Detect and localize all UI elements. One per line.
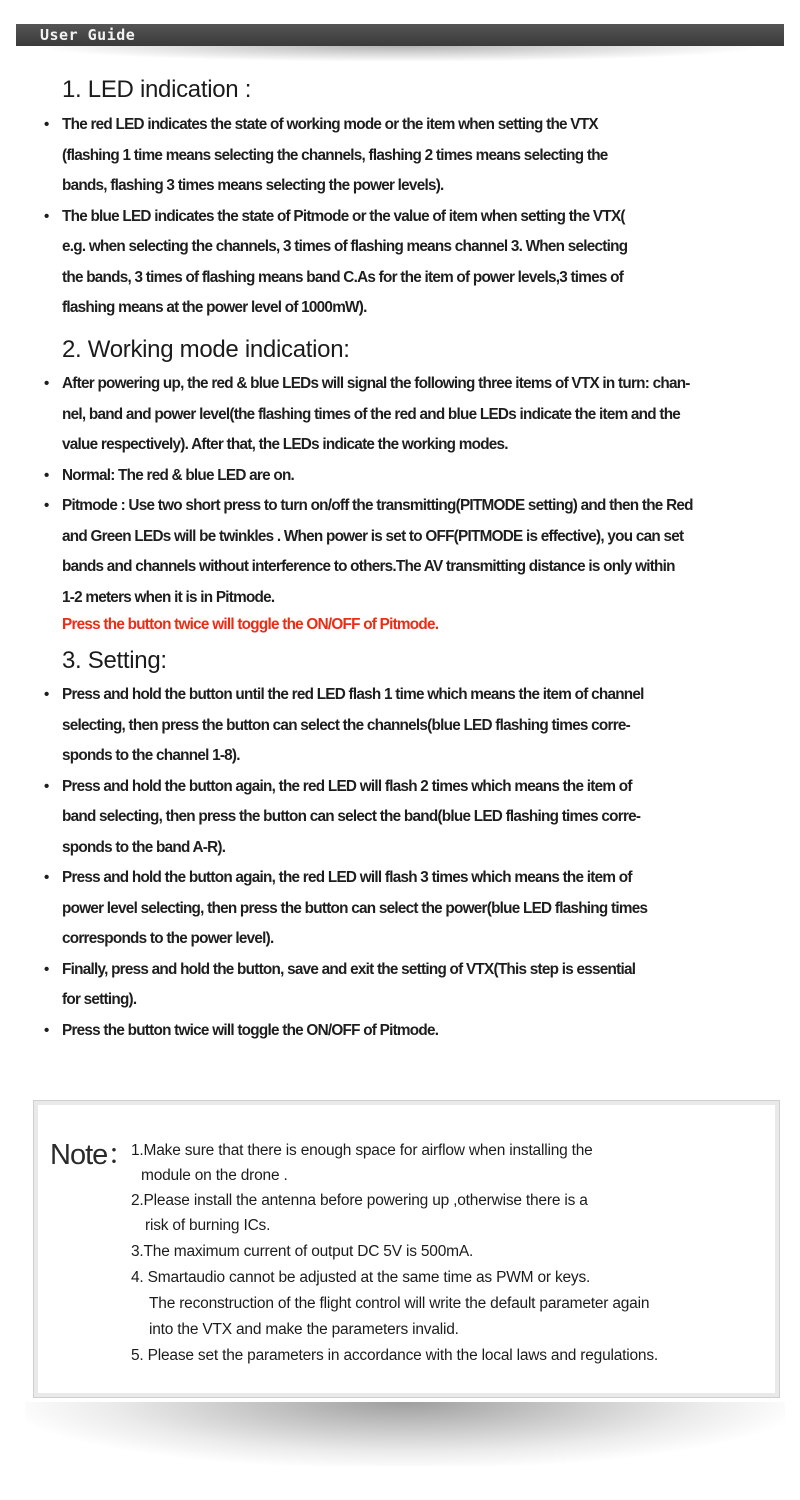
led-bullet-item: • The red LED indicates the state of working mode or the item when setting the VTX (flashing 1 time means selecting the channels, flashing 2 times means selecting the bands, flashing 3 times means selecting the power levels). — [44, 110, 784, 202]
working-bullet-item: • After powering up, the red & blue LEDs will signal the following three items of VTX in turn: chan- nel, band and power level(the flashing times of the red and blue LEDs indicate the item and the value respectively). After that, the LEDs indicate the working modes. — [44, 369, 784, 461]
working-bullet-item: • Pitmode : Use two short press to turn on/off the transmitting(PITMODE setting) and then the Red and Green LEDs will be twinkles . When power is set to OFF(PITMODE is effective), you can set bands and channels without interference to others.The AV transmitting distance is only within 1-2 meters when it is in Pitmode. — [44, 491, 784, 613]
setting-bullet-item: • Press and hold the button until the red LED flash 1 time which means the item of channel selecting, then press the button can select the channels(blue LED flashing times corre- sponds to the channel 1-8). — [44, 680, 784, 772]
bullet-dot: • — [44, 375, 49, 392]
working-bullet-item: • Normal: The red & blue LED are on. — [44, 461, 784, 492]
led-bullet-item: • The blue LED indicates the state of Pitmode or the value of item when setting the VTX( e.g. when selecting the channels, 3 times of flashing means channel 3. When selecting the bands, 3 times of flashing means band C.As for the item of power levels,3 times of flashing means at the power level of 1000mW). — [44, 202, 784, 324]
header-bar — [16, 24, 784, 46]
header-title: User Guide — [40, 26, 136, 44]
setting-bullet-item: • Finally, press and hold the button, save and exit the setting of VTX(This step is essential for setting). — [44, 955, 784, 1016]
bullet-dot: • — [44, 869, 49, 886]
bullet-dot: • — [44, 207, 49, 225]
bullet-dot: • — [44, 497, 49, 514]
setting-bullet-item: • Press and hold the button again, the red LED will flash 3 times which means the item of power level selecting, then press the button can select the power(blue LED flashing times corresponds to the power level). — [44, 863, 784, 955]
bullet-dot: • — [44, 466, 49, 484]
note-line: 3.The maximum current of output DC 5V is 500mA. — [131, 1243, 474, 1260]
note-line: The reconstruction of the flight control will write the default parameter again — [149, 1295, 650, 1312]
note-line: 4. Smartaudio cannot be adjusted at the same time as PWM or keys. — [131, 1269, 591, 1286]
bullet-dot: • — [44, 960, 49, 978]
bullet-dot: • — [44, 116, 49, 133]
note-label: Note： — [50, 1139, 136, 1171]
note-line: 2.Please install the antenna before powering up ,otherwise there is a — [131, 1192, 588, 1209]
led-bullet-list — [44, 110, 784, 324]
setting-bullet-item: • Press the button twice will toggle the ON/OFF of Pitmode. — [44, 1016, 784, 1047]
section-title-setting: 3. Setting: — [62, 647, 167, 674]
bullet-dot: • — [44, 777, 49, 795]
note-line: 5. Please set the parameters in accordance with the local laws and regulations. — [131, 1347, 659, 1364]
setting-bullet-list — [44, 680, 784, 1046]
note-line: 1.Make sure that there is enough space for airflow when installing the — [131, 1142, 593, 1159]
bullet-dot: • — [44, 686, 49, 703]
bottom-shadow — [25, 1402, 785, 1466]
note-line: risk of burning ICs. — [145, 1217, 271, 1234]
section-title-working-mode: 2. Working mode indication: — [62, 336, 350, 363]
header-shadow — [30, 46, 770, 62]
pitmode-toggle-highlight: Press the button twice will toggle the ON/OFF of Pitmode. — [62, 616, 439, 633]
section-title-led: 1. LED indication : — [62, 76, 252, 103]
setting-bullet-item: • Press and hold the button again, the red LED will flash 2 times which means the item of band selecting, then press the button can select the band(blue LED flashing times corre- sponds to the band A-R). — [44, 772, 784, 864]
working-bullet-list — [44, 369, 784, 613]
bullet-dot: • — [44, 1021, 49, 1039]
note-line: into the VTX and make the parameters invalid. — [149, 1321, 459, 1338]
note-line: module on the drone . — [141, 1167, 288, 1184]
